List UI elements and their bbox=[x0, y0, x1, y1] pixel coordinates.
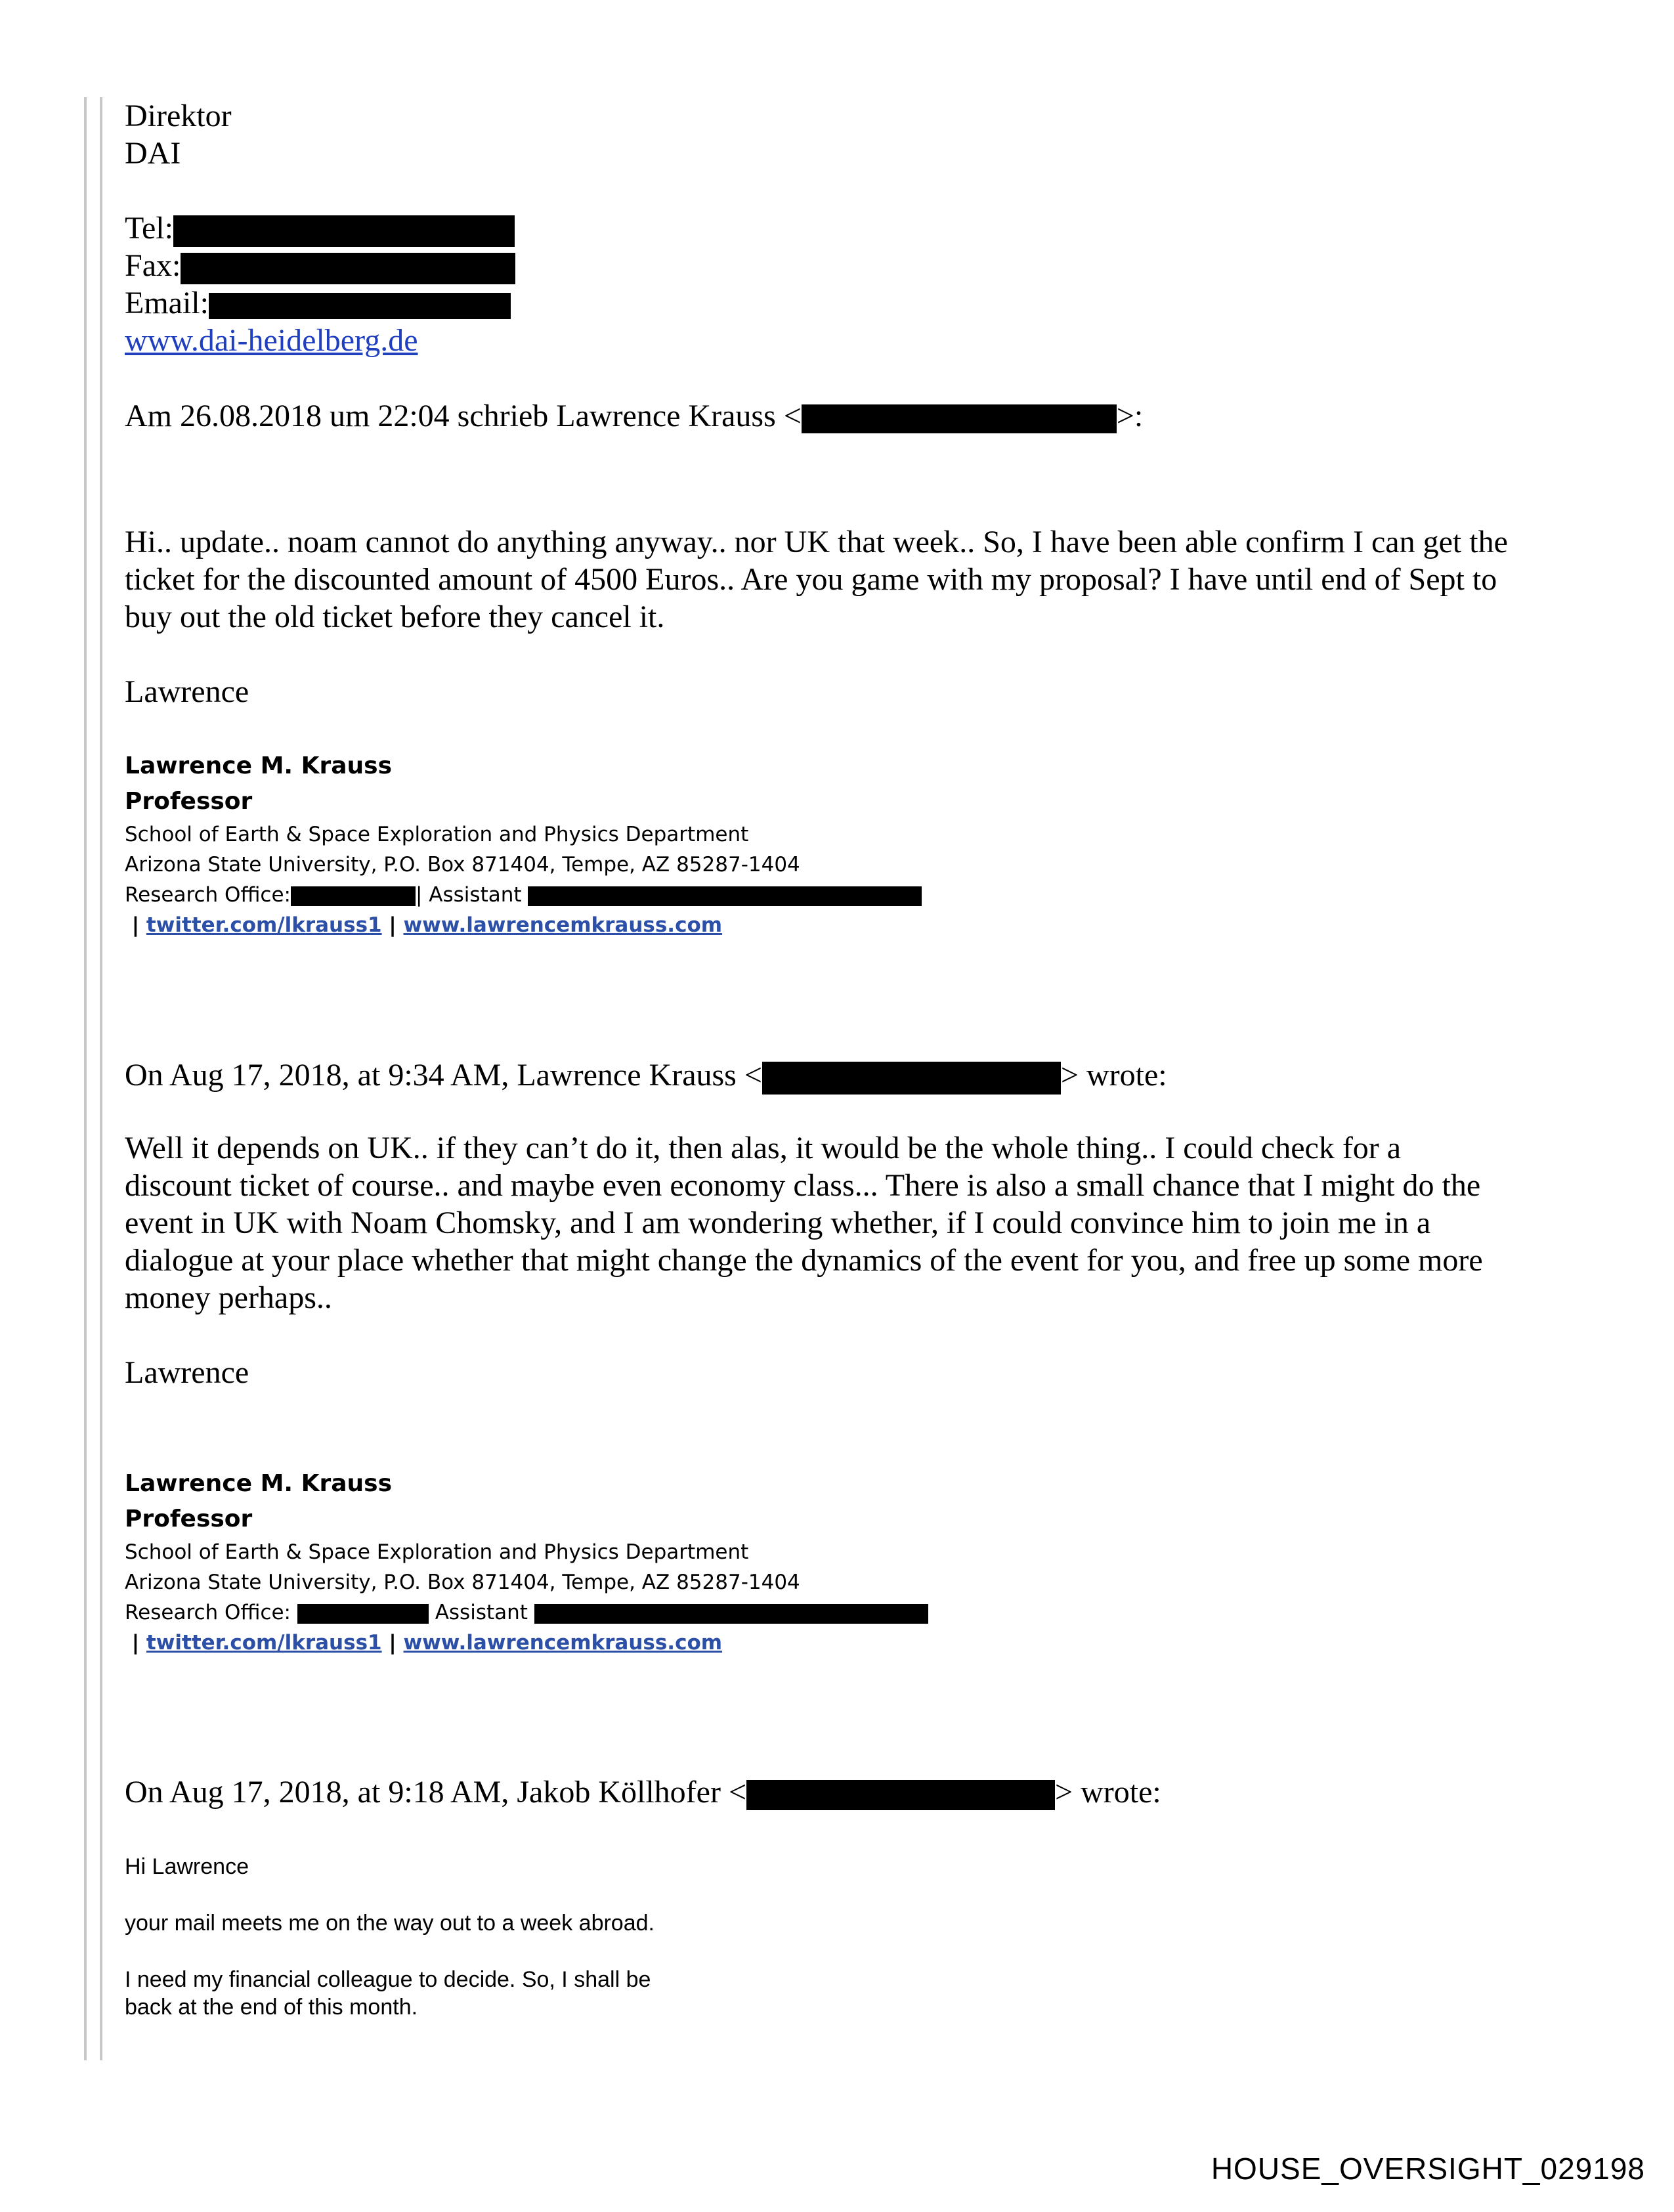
sender-title: Direktor bbox=[125, 98, 232, 133]
body-line: back at the end of this month. bbox=[125, 1995, 418, 2020]
redaction-box bbox=[291, 886, 416, 906]
body-line: Well it depends on UK.. if they can’t do it, then alas, it would be the whole thing.. I could check for a bbox=[125, 1131, 1402, 1165]
message-header-1 bbox=[125, 397, 1143, 435]
quote-bar-outer bbox=[84, 97, 87, 2060]
message-body-1 bbox=[125, 523, 1508, 710]
signature-dept: School of Earth & Space Exploration and Physics Department bbox=[125, 1540, 749, 1564]
redaction-box bbox=[746, 1780, 1055, 1810]
message-header-3-prefix: On Aug 17, 2018, at 9:18 AM, Jakob Köllhofer < bbox=[125, 1775, 747, 1810]
link-separator: | bbox=[131, 1631, 140, 1655]
signature-address: Arizona State University, P.O. Box 871404, Tempe, AZ 85287-1404 bbox=[125, 853, 800, 877]
signature-block-1 bbox=[125, 748, 922, 940]
bates-stamp: HOUSE_OVERSIGHT_029198 bbox=[1211, 2152, 1645, 2186]
research-office-label: Research Office: bbox=[125, 883, 291, 907]
body-line: buy out the old ticket before they cancel it. bbox=[125, 599, 665, 634]
signature-dept: School of Earth & Space Exploration and Physics Department bbox=[125, 823, 749, 846]
redaction-box bbox=[528, 886, 922, 906]
signature-links bbox=[125, 1628, 928, 1658]
sender-org: DAI bbox=[125, 136, 181, 171]
body-line: event in UK with Noam Chomsky, and I am wondering whether, if I could convince him to join me in a bbox=[125, 1205, 1431, 1240]
signature-links bbox=[125, 910, 922, 940]
redaction-box bbox=[762, 1062, 1061, 1095]
fax-label: Fax: bbox=[125, 248, 181, 283]
body-line: dialogue at your place whether that might change the dynamics of the event for you, and free up some more bbox=[125, 1243, 1483, 1278]
body-line: Hi.. update.. noam cannot do anything anyway.. nor UK that week.. So, I have been able confirm I can get the bbox=[125, 525, 1508, 559]
twitter-link[interactable]: twitter.com/lkrauss1 bbox=[146, 1631, 382, 1655]
message-header-1-prefix: Am 26.08.2018 um 22:04 schrieb Lawrence Krauss < bbox=[125, 399, 802, 433]
message-header-2-prefix: On Aug 17, 2018, at 9:34 AM, Lawrence Krauss < bbox=[125, 1058, 762, 1093]
body-line: money perhaps.. bbox=[125, 1280, 332, 1315]
redaction-box bbox=[534, 1604, 928, 1624]
signoff: Lawrence bbox=[125, 674, 249, 709]
tel-label: Tel: bbox=[125, 211, 173, 246]
email-line bbox=[125, 284, 515, 322]
link-separator: | bbox=[389, 1631, 397, 1655]
signature-role: Professor bbox=[125, 1506, 253, 1532]
signature-name: Lawrence M. Krauss bbox=[125, 1470, 393, 1497]
quote-bar-inner bbox=[100, 97, 102, 2060]
message-header-2-suffix: > wrote: bbox=[1060, 1058, 1167, 1093]
body-line: your mail meets me on the way out to a week abroad. bbox=[125, 1911, 655, 1936]
assistant-label: Assistant bbox=[435, 1601, 528, 1624]
tel-line bbox=[125, 209, 515, 247]
twitter-link[interactable]: twitter.com/lkrauss1 bbox=[146, 913, 382, 937]
signature-address: Arizona State University, P.O. Box 871404, Tempe, AZ 85287-1404 bbox=[125, 1571, 800, 1594]
research-office-label: Research Office: bbox=[125, 1601, 291, 1624]
dai-website-link[interactable]: www.dai-heidelberg.de bbox=[125, 323, 418, 358]
message-body-3 bbox=[125, 1853, 655, 2021]
link-separator: | bbox=[389, 913, 397, 937]
message-header-1-suffix: >: bbox=[1116, 399, 1144, 433]
email-label: Email: bbox=[125, 286, 209, 320]
greeting: Hi Lawrence bbox=[125, 1854, 249, 1879]
signature-name: Lawrence M. Krauss bbox=[125, 752, 393, 779]
redaction-box bbox=[297, 1604, 429, 1624]
assistant-label: Assistant bbox=[429, 883, 522, 907]
krauss-website-link[interactable]: www.lawrencemkrauss.com bbox=[403, 913, 723, 937]
body-line: discount ticket of course.. and maybe even economy class... There is also a small chance that I might do the bbox=[125, 1168, 1481, 1203]
redaction-box bbox=[802, 404, 1117, 433]
link-separator: | bbox=[131, 913, 140, 937]
message-header-3-suffix: > wrote: bbox=[1055, 1775, 1161, 1810]
body-line: I need my financial colleague to decide. So, I shall be bbox=[125, 1967, 651, 1992]
body-line: ticket for the discounted amount of 4500 Euros.. Are you game with my proposal? I have until end of Sept to bbox=[125, 562, 1497, 597]
signature-office-line bbox=[125, 1597, 928, 1628]
signature-block-2 bbox=[125, 1466, 928, 1658]
signature-role: Professor bbox=[125, 788, 253, 815]
message-header-2 bbox=[125, 1056, 1167, 1095]
message-header-3 bbox=[125, 1773, 1161, 1811]
message-body-2 bbox=[125, 1129, 1483, 1391]
redaction-box bbox=[209, 293, 511, 319]
fax-line bbox=[125, 247, 515, 284]
redaction-box bbox=[181, 253, 515, 284]
krauss-website-link[interactable]: www.lawrencemkrauss.com bbox=[403, 1631, 723, 1655]
redaction-box bbox=[173, 215, 515, 247]
signature-office-line: Research Office: | Assistant bbox=[125, 880, 922, 910]
sender-contact-block bbox=[125, 97, 515, 359]
signoff: Lawrence bbox=[125, 1355, 249, 1390]
